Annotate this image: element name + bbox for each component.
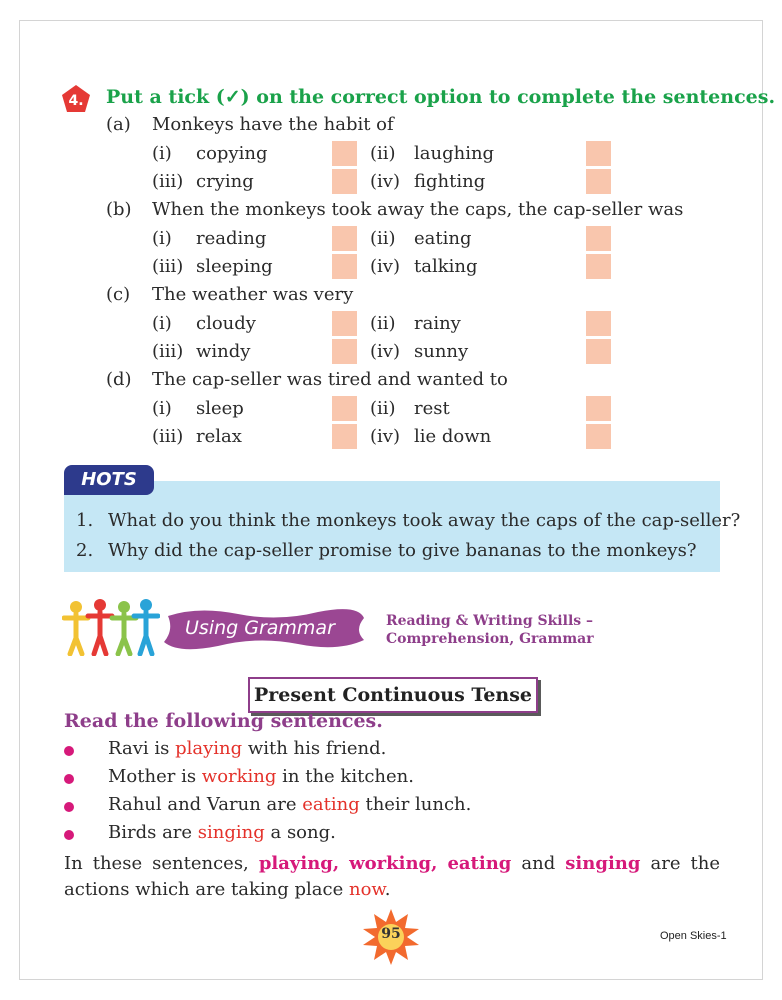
page-number: 95 [381, 926, 401, 942]
bullet [64, 746, 74, 756]
tick-box-b-ii[interactable] [586, 226, 611, 251]
tick-box-b-iii[interactable] [332, 254, 357, 279]
example-sentence-3: Rahul and Varun are eating their lunch. [108, 794, 472, 815]
option-b-iii: (iii) sleeping [152, 256, 273, 277]
tick-box-c-i[interactable] [332, 311, 357, 336]
tick-box-d-ii[interactable] [586, 396, 611, 421]
option-c-iii: (iii) windy [152, 341, 251, 362]
question-number: 4. [68, 93, 84, 109]
question-instruction: Put a tick (✓) on the correct option to complete the sentences. [106, 86, 776, 108]
example-sentence-1: Ravi is playing with his friend. [108, 738, 387, 759]
option-d-iv: (iv) lie down [370, 426, 492, 447]
question-c: (c) The weather was very [106, 284, 354, 305]
tick-box-a-ii[interactable] [586, 141, 611, 166]
bullet [64, 802, 74, 812]
tick-box-d-iii[interactable] [332, 424, 357, 449]
option-a-i: (i) copying [152, 143, 268, 164]
tick-box-c-iv[interactable] [586, 339, 611, 364]
tick-box-d-iv[interactable] [586, 424, 611, 449]
book-title: Open Skies-1 [660, 930, 727, 942]
question-d: (d) The cap-seller was tired and wanted to [106, 369, 508, 390]
topic-heading: Present Continuous Tense [248, 677, 538, 713]
hots-label: HOTS [64, 465, 154, 495]
question-b: (b) When the monkeys took away the caps, the cap-seller was [106, 199, 684, 220]
option-c-iv: (iv) sunny [370, 341, 469, 362]
option-d-i: (i) sleep [152, 398, 244, 419]
tick-box-d-i[interactable] [332, 396, 357, 421]
option-a-ii: (ii) laughing [370, 143, 495, 164]
option-c-i: (i) cloudy [152, 313, 256, 334]
option-d-ii: (ii) rest [370, 398, 450, 419]
conclusion-paragraph: In these sentences, playing, working, eating and singing are the actions which are taking place now. [64, 853, 720, 900]
option-b-i: (i) reading [152, 228, 267, 249]
option-d-iii: (iii) relax [152, 426, 242, 447]
option-a-iv: (iv) fighting [370, 171, 486, 192]
option-c-ii: (ii) rainy [370, 313, 461, 334]
tick-box-a-iii[interactable] [332, 169, 357, 194]
option-a-iii: (iii) crying [152, 171, 254, 192]
bullet [64, 830, 74, 840]
skills-caption: Reading & Writing Skills – Comprehension, Grammar [386, 613, 594, 647]
example-sentence-4: Birds are singing a song. [108, 822, 336, 843]
hots-question-1: 1. What do you think the monkeys took away the caps of the cap-seller? [76, 510, 741, 531]
tick-box-a-i[interactable] [332, 141, 357, 166]
option-b-ii: (ii) eating [370, 228, 472, 249]
question-number-badge [61, 84, 91, 114]
using-grammar-title: Using Grammar [185, 617, 335, 639]
tick-box-b-i[interactable] [332, 226, 357, 251]
hots-question-2: 2. Why did the cap-seller promise to give bananas to the monkeys? [76, 540, 697, 561]
option-b-iv: (iv) talking [370, 256, 478, 277]
tick-box-b-iv[interactable] [586, 254, 611, 279]
example-sentence-2: Mother is working in the kitchen. [108, 766, 414, 787]
tick-box-c-iii[interactable] [332, 339, 357, 364]
question-a: (a) Monkeys have the habit of [106, 114, 394, 135]
bullet [64, 774, 74, 784]
read-instruction: Read the following sentences. [64, 710, 383, 732]
tick-box-c-ii[interactable] [586, 311, 611, 336]
tick-box-a-iv[interactable] [586, 169, 611, 194]
children-group-icon [62, 598, 160, 656]
